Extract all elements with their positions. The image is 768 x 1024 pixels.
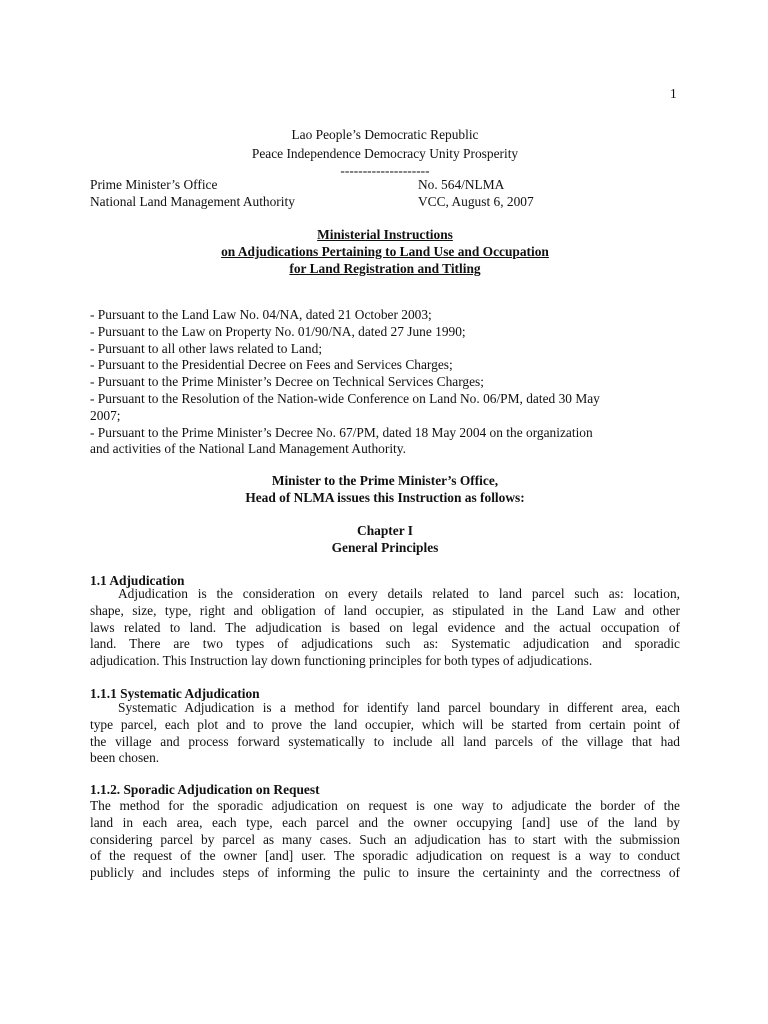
list-item: 2007; <box>90 407 121 423</box>
section-paragraph <box>90 798 680 882</box>
issuer-line-1: Minister to the Prime Minister’s Office, <box>271 473 499 488</box>
paragraph-line: the village and process forward systematically to include all land parcels of the village that had <box>90 733 680 749</box>
chapter-title: General Principles <box>331 540 439 555</box>
paragraph-line: adjudication. This Instruction lay down functioning principles for both types of adjudications. <box>90 653 593 669</box>
section-paragraph <box>90 586 680 670</box>
title-line-1: Ministerial Instructions <box>317 227 453 242</box>
document-title <box>90 227 680 244</box>
chapter-number: Chapter I <box>357 523 413 538</box>
paragraph-line: laws related to land. The adjudication is based on legal evidence and the actual occupation of <box>90 619 680 635</box>
national-motto: Peace Independence Democracy Unity Prosperity <box>251 146 519 161</box>
paragraph-line: been chosen. <box>90 750 160 766</box>
title-line-3: for Land Registration and Titling <box>289 261 481 276</box>
office-name: Prime Minister’s Office <box>90 177 218 192</box>
document-number: No. 564/NLMA <box>418 177 505 192</box>
document-date: VCC, August 6, 2007 <box>418 194 534 209</box>
paragraph-line: shape, size, type, right and obligation of land occupier, as stipulated in the Land Law and other <box>90 602 680 618</box>
list-item: and activities of the National Land Management Authority. <box>90 441 406 457</box>
list-item: - Pursuant to the Presidential Decree on Fees and Services Charges; <box>90 357 453 373</box>
issuer-line-2: Head of NLMA issues this Instruction as follows: <box>245 490 525 505</box>
list-item: - Pursuant to the Prime Minister’s Decree on Technical Services Charges; <box>90 374 484 390</box>
list-item: - Pursuant to the Land Law No. 04/NA, dated 21 October 2003; <box>90 307 432 322</box>
list-item: - Pursuant to the Prime Minister’s Decree No. 67/PM, dated 18 May 2004 on the organization <box>90 424 593 440</box>
page-number: 1 <box>670 86 677 101</box>
section-paragraph <box>90 700 680 767</box>
list-item: - Pursuant to the Resolution of the Nation-wide Conference on Land No. 06/PM, dated 30 May <box>90 390 600 406</box>
paragraph-line: land in each area, each type, each parcel and the owner occupying [and] use of the land by <box>90 814 680 830</box>
list-item: - Pursuant to the Law on Property No. 01/90/NA, dated 27 June 1990; <box>90 323 466 339</box>
document-subtitle-2 <box>90 261 680 278</box>
authority-name: National Land Management Authority <box>90 194 295 209</box>
paragraph-line: type parcel, each plot and to prove the land occupier, which will be started from certain point of <box>90 716 680 732</box>
header-divider: -------------------- <box>340 163 430 178</box>
section-heading: 1.1 Adjudication <box>90 573 185 588</box>
title-line-2: on Adjudications Pertaining to Land Use and Occupation <box>221 244 549 259</box>
paragraph-line: The method for the sporadic adjudication on request is one way to adjudicate the border of the <box>90 798 680 813</box>
paragraph-line: of the request of the owner [and] user. The sporadic adjudication on request is a way to conduct <box>90 848 680 864</box>
document-subtitle <box>90 244 680 261</box>
paragraph-line: Adjudication is the consideration on every details related to land parcel such as: location, <box>118 586 680 601</box>
list-item: - Pursuant to all other laws related to Land; <box>90 340 323 356</box>
paragraph-line: considering parcel by parcel as many cases. Such an adjudication has to start with the submission <box>90 831 680 847</box>
section-heading: 1.1.2. Sporadic Adjudication on Request <box>90 782 320 797</box>
country-name: Lao People’s Democratic Republic <box>291 127 479 142</box>
section-heading: 1.1.1 Systematic Adjudication <box>90 686 260 701</box>
paragraph-line: publicly and includes steps of informing the pulic to insure the certaininty and the correctness of <box>90 865 680 881</box>
paragraph-line: land. There are two types of adjudications such as: Systematic adjudication and sporadic <box>90 636 680 652</box>
paragraph-line: Systematic Adjudication is a method for identify land parcel boundary in different area, each <box>118 700 680 715</box>
pursuant-list <box>90 307 680 458</box>
